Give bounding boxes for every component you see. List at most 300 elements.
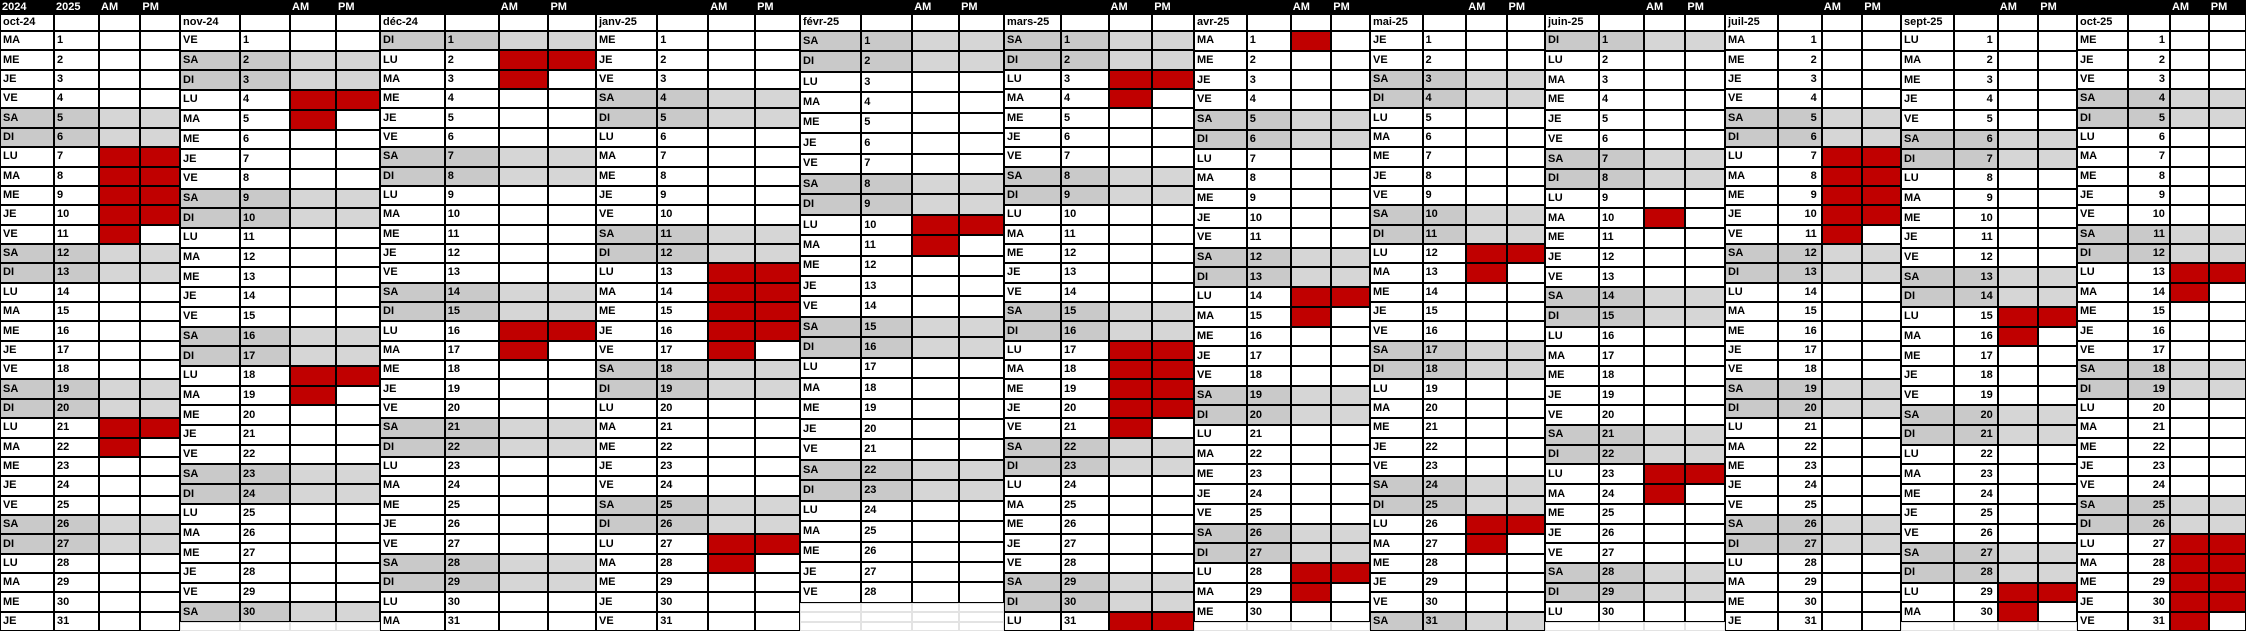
am-cell[interactable] — [1291, 583, 1331, 603]
day-name-cell[interactable]: SA — [1194, 386, 1247, 406]
day-number-cell[interactable]: 20 — [1247, 405, 1291, 425]
day-name-cell[interactable]: LU — [1545, 602, 1599, 622]
day-number-cell[interactable]: 3 — [1423, 70, 1467, 89]
am-cell[interactable] — [99, 89, 140, 108]
day-number-cell[interactable]: 31 — [445, 612, 499, 631]
pm-cell[interactable] — [755, 70, 800, 89]
am-cell[interactable] — [1109, 496, 1153, 515]
am-cell[interactable] — [1998, 208, 2038, 228]
am-cell[interactable] — [912, 501, 959, 521]
day-number-cell[interactable]: 12 — [1247, 248, 1291, 268]
day-number-cell[interactable]: 14 — [1061, 283, 1109, 302]
day-name-cell[interactable]: DI — [1545, 31, 1599, 51]
day-number-cell[interactable]: 12 — [1954, 248, 1998, 268]
day-name-cell[interactable]: JE — [1545, 386, 1599, 406]
pm-cell[interactable] — [2209, 573, 2246, 592]
day-number-cell[interactable]: 7 — [861, 154, 912, 174]
day-number-cell[interactable]: 15 — [657, 302, 708, 321]
am-cell[interactable] — [1291, 464, 1331, 484]
pm-cell[interactable] — [1685, 445, 1725, 465]
day-number-cell[interactable]: 9 — [1247, 189, 1291, 209]
am-cell[interactable] — [708, 244, 755, 263]
am-cell[interactable] — [708, 515, 755, 534]
am-cell[interactable] — [499, 321, 549, 340]
day-name-cell[interactable]: MA — [800, 235, 861, 255]
pm-cell[interactable] — [2209, 147, 2246, 166]
day-name-cell[interactable]: ME — [800, 542, 861, 562]
pm-cell[interactable] — [1331, 405, 1370, 425]
am-cell[interactable] — [1291, 228, 1331, 248]
am-cell[interactable] — [708, 612, 755, 631]
day-name-cell[interactable]: SA — [1370, 612, 1423, 631]
day-number-cell[interactable]: 6 — [1061, 128, 1109, 147]
day-number-cell[interactable]: 31 — [1061, 612, 1109, 631]
blank-cell[interactable] — [861, 612, 912, 621]
day-number-cell[interactable]: 25 — [2128, 496, 2170, 515]
pm-cell[interactable] — [1862, 302, 1901, 321]
pm-cell[interactable] — [140, 147, 180, 166]
day-name-cell[interactable]: JE — [1545, 248, 1599, 268]
day-number-cell[interactable]: 29 — [240, 583, 290, 603]
day-number-cell[interactable]: 4 — [1778, 89, 1822, 108]
day-number-cell[interactable]: 28 — [2128, 554, 2170, 573]
day-number-cell[interactable]: 4 — [445, 89, 499, 108]
day-name-cell[interactable]: SA — [1545, 287, 1599, 307]
day-name-cell[interactable]: DI — [380, 167, 445, 186]
pm-cell[interactable] — [336, 70, 380, 90]
day-name-cell[interactable]: ME — [1725, 592, 1778, 611]
day-number-cell[interactable]: 4 — [657, 89, 708, 108]
am-cell[interactable] — [2170, 418, 2209, 437]
day-number-cell[interactable]: 7 — [1423, 147, 1467, 166]
day-number-cell[interactable]: 15 — [54, 302, 99, 321]
day-name-cell[interactable]: DI — [380, 302, 445, 321]
am-cell[interactable] — [1291, 366, 1331, 386]
pm-cell[interactable] — [1685, 524, 1725, 544]
month-header-empty-cell[interactable] — [2209, 14, 2246, 31]
pm-cell[interactable] — [548, 534, 596, 553]
day-name-cell[interactable]: VE — [596, 341, 657, 360]
day-name-cell[interactable]: SA — [1901, 130, 1954, 150]
am-cell[interactable] — [912, 378, 959, 398]
pm-cell[interactable] — [755, 418, 800, 437]
day-number-cell[interactable]: 28 — [240, 563, 290, 583]
pm-cell[interactable] — [1331, 366, 1370, 386]
am-cell[interactable] — [290, 31, 336, 51]
day-name-cell[interactable]: ME — [1725, 186, 1778, 205]
day-number-cell[interactable]: 27 — [240, 543, 290, 563]
pm-cell[interactable] — [1685, 386, 1725, 406]
day-number-cell[interactable]: 7 — [445, 147, 499, 166]
day-number-cell[interactable]: 7 — [1954, 149, 1998, 169]
am-cell[interactable] — [99, 283, 140, 302]
day-number-cell[interactable]: 2 — [54, 50, 99, 69]
blank-cell[interactable] — [1194, 622, 1247, 631]
am-cell[interactable] — [99, 341, 140, 360]
day-number-cell[interactable]: 12 — [1778, 244, 1822, 263]
day-name-cell[interactable]: SA — [596, 496, 657, 515]
pm-cell[interactable] — [548, 321, 596, 340]
am-cell[interactable] — [1644, 445, 1685, 465]
year-left-header-cell[interactable] — [180, 0, 240, 14]
day-name-cell[interactable]: ME — [1545, 504, 1599, 524]
day-number-cell[interactable]: 14 — [54, 283, 99, 302]
day-number-cell[interactable]: 2 — [657, 50, 708, 69]
day-name-cell[interactable]: DI — [0, 399, 54, 418]
day-number-cell[interactable]: 24 — [1778, 476, 1822, 495]
day-name-cell[interactable]: VE — [2077, 70, 2128, 89]
pm-cell[interactable] — [336, 130, 380, 150]
pm-cell[interactable] — [959, 256, 1004, 276]
pm-cell[interactable] — [2209, 225, 2246, 244]
day-number-cell[interactable]: 16 — [2128, 321, 2170, 340]
blank-cell[interactable] — [1599, 622, 1644, 631]
day-name-cell[interactable]: JE — [0, 612, 54, 631]
day-number-cell[interactable]: 28 — [657, 554, 708, 573]
day-number-cell[interactable]: 18 — [1247, 366, 1291, 386]
month-header-empty-cell[interactable] — [2038, 14, 2077, 31]
am-cell[interactable] — [912, 215, 959, 235]
pm-cell[interactable] — [1507, 70, 1546, 89]
am-cell[interactable] — [912, 256, 959, 276]
day-number-cell[interactable]: 14 — [2128, 283, 2170, 302]
day-name-cell[interactable]: MA — [1194, 307, 1247, 327]
am-cell[interactable] — [1466, 573, 1506, 592]
am-cell[interactable] — [1466, 457, 1506, 476]
am-cell[interactable] — [290, 208, 336, 228]
am-cell[interactable] — [1291, 189, 1331, 209]
day-number-cell[interactable]: 13 — [1778, 263, 1822, 282]
day-name-cell[interactable]: DI — [2077, 515, 2128, 534]
am-cell[interactable] — [99, 534, 140, 553]
day-name-cell[interactable]: JE — [180, 287, 240, 307]
day-name-cell[interactable]: MA — [1901, 51, 1954, 71]
day-name-cell[interactable]: DI — [596, 108, 657, 127]
day-number-cell[interactable]: 11 — [861, 235, 912, 255]
year-right-header-cell[interactable]: 2025 — [56, 0, 81, 13]
day-number-cell[interactable]: 29 — [1599, 583, 1644, 603]
pm-cell[interactable] — [336, 346, 380, 366]
pm-header-cell[interactable]: PM — [2210, 0, 2228, 13]
pm-cell[interactable] — [548, 379, 596, 398]
day-name-cell[interactable]: VE — [1370, 186, 1423, 205]
day-number-cell[interactable]: 13 — [1061, 263, 1109, 282]
pm-cell[interactable] — [959, 337, 1004, 357]
am-cell[interactable] — [1291, 31, 1331, 51]
day-name-cell[interactable]: VE — [800, 582, 861, 602]
day-name-cell[interactable]: ME — [1545, 228, 1599, 248]
day-name-cell[interactable]: JE — [1901, 228, 1954, 248]
pm-cell[interactable] — [2209, 108, 2246, 127]
am-cell[interactable] — [912, 235, 959, 255]
am-cell[interactable] — [1291, 307, 1331, 327]
day-number-cell[interactable]: 18 — [445, 360, 499, 379]
day-name-cell[interactable]: DI — [1004, 186, 1061, 205]
pm-cell[interactable] — [548, 50, 596, 69]
day-name-cell[interactable]: ME — [0, 592, 54, 611]
pm-cell[interactable] — [1862, 592, 1901, 611]
day-number-cell[interactable]: 8 — [2128, 167, 2170, 186]
day-number-cell[interactable]: 11 — [240, 228, 290, 248]
year-left-header-cell[interactable] — [1194, 0, 1247, 14]
day-number-cell[interactable]: 3 — [445, 70, 499, 89]
am-header-cell[interactable]: AM — [1110, 0, 1128, 13]
day-number-cell[interactable]: 14 — [1423, 283, 1467, 302]
day-number-cell[interactable]: 28 — [1599, 563, 1644, 583]
day-name-cell[interactable]: JE — [2077, 50, 2128, 69]
day-name-cell[interactable]: SA — [1370, 70, 1423, 89]
pm-cell[interactable] — [1152, 263, 1194, 282]
day-number-cell[interactable]: 22 — [445, 438, 499, 457]
pm-cell[interactable] — [1152, 341, 1194, 360]
day-name-cell[interactable]: ME — [0, 321, 54, 340]
blank-cell[interactable] — [959, 622, 1004, 631]
day-number-cell[interactable]: 6 — [657, 128, 708, 147]
day-number-cell[interactable]: 11 — [1599, 228, 1644, 248]
year-right-header-cell[interactable] — [657, 0, 708, 14]
pm-cell[interactable] — [1507, 89, 1546, 108]
day-number-cell[interactable]: 30 — [445, 592, 499, 611]
pm-cell[interactable] — [1685, 90, 1725, 110]
month-label-cell[interactable]: avr-25 — [1194, 14, 1247, 31]
day-number-cell[interactable]: 16 — [1954, 327, 1998, 347]
am-cell[interactable] — [1466, 360, 1506, 379]
year-left-header-cell[interactable] — [1901, 0, 1954, 14]
am-cell[interactable] — [99, 457, 140, 476]
pm-cell[interactable] — [1507, 302, 1546, 321]
pm-cell[interactable] — [548, 515, 596, 534]
pm-cell[interactable] — [140, 554, 180, 573]
day-name-cell[interactable]: SA — [1901, 267, 1954, 287]
am-cell[interactable] — [1109, 108, 1153, 127]
pm-cell[interactable] — [1507, 186, 1546, 205]
day-number-cell[interactable]: 29 — [2128, 573, 2170, 592]
blank-cell[interactable] — [240, 622, 290, 631]
day-number-cell[interactable]: 31 — [1778, 612, 1822, 631]
pm-cell[interactable] — [140, 360, 180, 379]
year-left-header-cell[interactable] — [380, 0, 445, 14]
pm-cell[interactable] — [336, 504, 380, 524]
am-cell[interactable] — [290, 228, 336, 248]
day-name-cell[interactable]: SA — [0, 108, 54, 127]
am-cell[interactable] — [1998, 346, 2038, 366]
day-name-cell[interactable]: SA — [1370, 205, 1423, 224]
pm-cell[interactable] — [1507, 476, 1546, 495]
pm-cell[interactable] — [548, 418, 596, 437]
day-number-cell[interactable]: 2 — [1954, 51, 1998, 71]
day-number-cell[interactable]: 10 — [1599, 208, 1644, 228]
pm-cell[interactable] — [1331, 425, 1370, 445]
pm-cell[interactable] — [2038, 228, 2077, 248]
am-cell[interactable] — [1466, 205, 1506, 224]
day-name-cell[interactable]: JE — [1194, 208, 1247, 228]
pm-cell[interactable] — [2209, 70, 2246, 89]
pm-cell[interactable] — [1331, 110, 1370, 130]
blank-cell[interactable] — [1901, 622, 1954, 631]
pm-cell[interactable] — [755, 108, 800, 127]
pm-cell[interactable] — [1507, 418, 1546, 437]
day-name-cell[interactable]: MA — [0, 31, 54, 50]
am-cell[interactable] — [1998, 386, 2038, 406]
am-cell[interactable] — [1466, 321, 1506, 340]
pm-cell[interactable] — [140, 534, 180, 553]
day-number-cell[interactable]: 3 — [240, 70, 290, 90]
am-cell[interactable] — [1998, 228, 2038, 248]
day-name-cell[interactable]: MA — [1725, 31, 1778, 50]
am-cell[interactable] — [1466, 31, 1506, 50]
day-name-cell[interactable]: MA — [1725, 573, 1778, 592]
day-number-cell[interactable]: 29 — [1061, 573, 1109, 592]
day-name-cell[interactable]: MA — [1004, 496, 1061, 515]
day-number-cell[interactable]: 31 — [2128, 612, 2170, 631]
am-cell[interactable] — [1291, 169, 1331, 189]
day-number-cell[interactable]: 28 — [1423, 554, 1467, 573]
pm-cell[interactable] — [959, 194, 1004, 214]
day-name-cell[interactable]: JE — [2077, 457, 2128, 476]
day-name-cell[interactable]: LU — [1725, 418, 1778, 437]
day-name-cell[interactable]: JE — [180, 425, 240, 445]
pm-cell[interactable] — [1152, 476, 1194, 495]
day-number-cell[interactable]: 6 — [1599, 130, 1644, 150]
day-number-cell[interactable]: 8 — [1061, 167, 1109, 186]
day-number-cell[interactable]: 27 — [657, 534, 708, 553]
day-number-cell[interactable]: 4 — [2128, 89, 2170, 108]
day-number-cell[interactable]: 8 — [657, 167, 708, 186]
am-cell[interactable] — [1644, 405, 1685, 425]
am-cell[interactable] — [2170, 496, 2209, 515]
pm-cell[interactable] — [1331, 484, 1370, 504]
pm-cell[interactable] — [140, 50, 180, 69]
day-number-cell[interactable]: 3 — [657, 70, 708, 89]
day-number-cell[interactable]: 20 — [657, 399, 708, 418]
day-name-cell[interactable]: MA — [1901, 602, 1954, 622]
pm-cell[interactable] — [2038, 189, 2077, 209]
am-cell[interactable] — [99, 554, 140, 573]
pm-cell[interactable] — [2038, 563, 2077, 583]
am-cell[interactable] — [2170, 515, 2209, 534]
day-name-cell[interactable]: MA — [180, 524, 240, 544]
pm-cell[interactable] — [1507, 612, 1546, 631]
day-name-cell[interactable]: JE — [1725, 205, 1778, 224]
day-number-cell[interactable]: 4 — [1954, 90, 1998, 110]
day-number-cell[interactable]: 20 — [445, 399, 499, 418]
day-name-cell[interactable]: LU — [1370, 515, 1423, 534]
pm-cell[interactable] — [2038, 425, 2077, 445]
month-label-cell[interactable]: oct-24 — [0, 14, 54, 31]
day-name-cell[interactable]: MA — [1545, 346, 1599, 366]
am-cell[interactable] — [912, 480, 959, 500]
day-name-cell[interactable]: VE — [1194, 228, 1247, 248]
pm-cell[interactable] — [548, 225, 596, 244]
day-name-cell[interactable]: VE — [1004, 283, 1061, 302]
pm-cell[interactable] — [1862, 70, 1901, 89]
day-number-cell[interactable]: 17 — [1954, 346, 1998, 366]
pm-cell[interactable] — [1331, 287, 1370, 307]
day-name-cell[interactable]: DI — [596, 515, 657, 534]
day-name-cell[interactable]: DI — [2077, 108, 2128, 127]
pm-cell[interactable] — [336, 110, 380, 130]
pm-cell[interactable] — [548, 612, 596, 631]
pm-header-cell[interactable]: PM — [142, 0, 159, 13]
pm-cell[interactable] — [2209, 302, 2246, 321]
year-left-header-cell[interactable] — [1725, 0, 1778, 14]
pm-cell[interactable] — [2038, 149, 2077, 169]
pm-cell[interactable] — [1331, 307, 1370, 327]
am-cell[interactable] — [499, 244, 549, 263]
pm-cell[interactable] — [1152, 573, 1194, 592]
pm-cell[interactable] — [140, 515, 180, 534]
am-cell[interactable] — [290, 445, 336, 465]
pm-cell[interactable] — [548, 476, 596, 495]
day-name-cell[interactable]: SA — [1725, 515, 1778, 534]
day-number-cell[interactable]: 22 — [1061, 438, 1109, 457]
day-name-cell[interactable]: SA — [596, 360, 657, 379]
pm-cell[interactable] — [959, 296, 1004, 316]
day-name-cell[interactable]: VE — [1725, 225, 1778, 244]
am-cell[interactable] — [912, 194, 959, 214]
month-header-empty-cell[interactable] — [290, 14, 336, 31]
day-number-cell[interactable]: 9 — [1954, 189, 1998, 209]
am-cell[interactable] — [290, 287, 336, 307]
day-name-cell[interactable]: MA — [1901, 327, 1954, 347]
pm-cell[interactable] — [755, 225, 800, 244]
day-name-cell[interactable]: JE — [1901, 504, 1954, 524]
day-number-cell[interactable]: 10 — [1061, 205, 1109, 224]
am-cell[interactable] — [1466, 476, 1506, 495]
pm-cell[interactable] — [2038, 248, 2077, 268]
day-name-cell[interactable]: MA — [1725, 167, 1778, 186]
day-name-cell[interactable]: ME — [180, 543, 240, 563]
am-cell[interactable] — [1644, 602, 1685, 622]
day-number-cell[interactable]: 26 — [861, 542, 912, 562]
pm-cell[interactable] — [1152, 186, 1194, 205]
am-cell[interactable] — [1644, 267, 1685, 287]
day-number-cell[interactable]: 22 — [861, 460, 912, 480]
day-name-cell[interactable]: LU — [596, 263, 657, 282]
am-cell[interactable] — [290, 189, 336, 209]
am-cell[interactable] — [708, 128, 755, 147]
month-header-empty-cell[interactable] — [657, 14, 708, 31]
day-name-cell[interactable]: VE — [0, 496, 54, 515]
day-name-cell[interactable]: MA — [1901, 464, 1954, 484]
pm-cell[interactable] — [2209, 457, 2246, 476]
day-name-cell[interactable]: DI — [596, 379, 657, 398]
blank-cell[interactable] — [912, 603, 959, 612]
am-cell[interactable] — [290, 366, 336, 386]
day-name-cell[interactable]: SA — [2077, 225, 2128, 244]
pm-cell[interactable] — [336, 189, 380, 209]
month-header-empty-cell[interactable] — [708, 14, 755, 31]
day-name-cell[interactable]: LU — [2077, 128, 2128, 147]
day-name-cell[interactable]: VE — [380, 128, 445, 147]
am-cell[interactable] — [290, 524, 336, 544]
day-name-cell[interactable]: LU — [596, 128, 657, 147]
pm-cell[interactable] — [1331, 228, 1370, 248]
am-cell[interactable] — [499, 360, 549, 379]
pm-cell[interactable] — [1685, 31, 1725, 51]
day-name-cell[interactable]: DI — [180, 70, 240, 90]
pm-cell[interactable] — [548, 399, 596, 418]
day-number-cell[interactable]: 1 — [2128, 31, 2170, 50]
am-cell[interactable] — [912, 72, 959, 92]
pm-cell[interactable] — [336, 169, 380, 189]
day-number-cell[interactable]: 13 — [240, 267, 290, 287]
day-number-cell[interactable]: 5 — [1061, 108, 1109, 127]
day-number-cell[interactable]: 23 — [1954, 464, 1998, 484]
day-name-cell[interactable]: MA — [380, 205, 445, 224]
am-cell[interactable] — [290, 267, 336, 287]
am-cell[interactable] — [1644, 464, 1685, 484]
